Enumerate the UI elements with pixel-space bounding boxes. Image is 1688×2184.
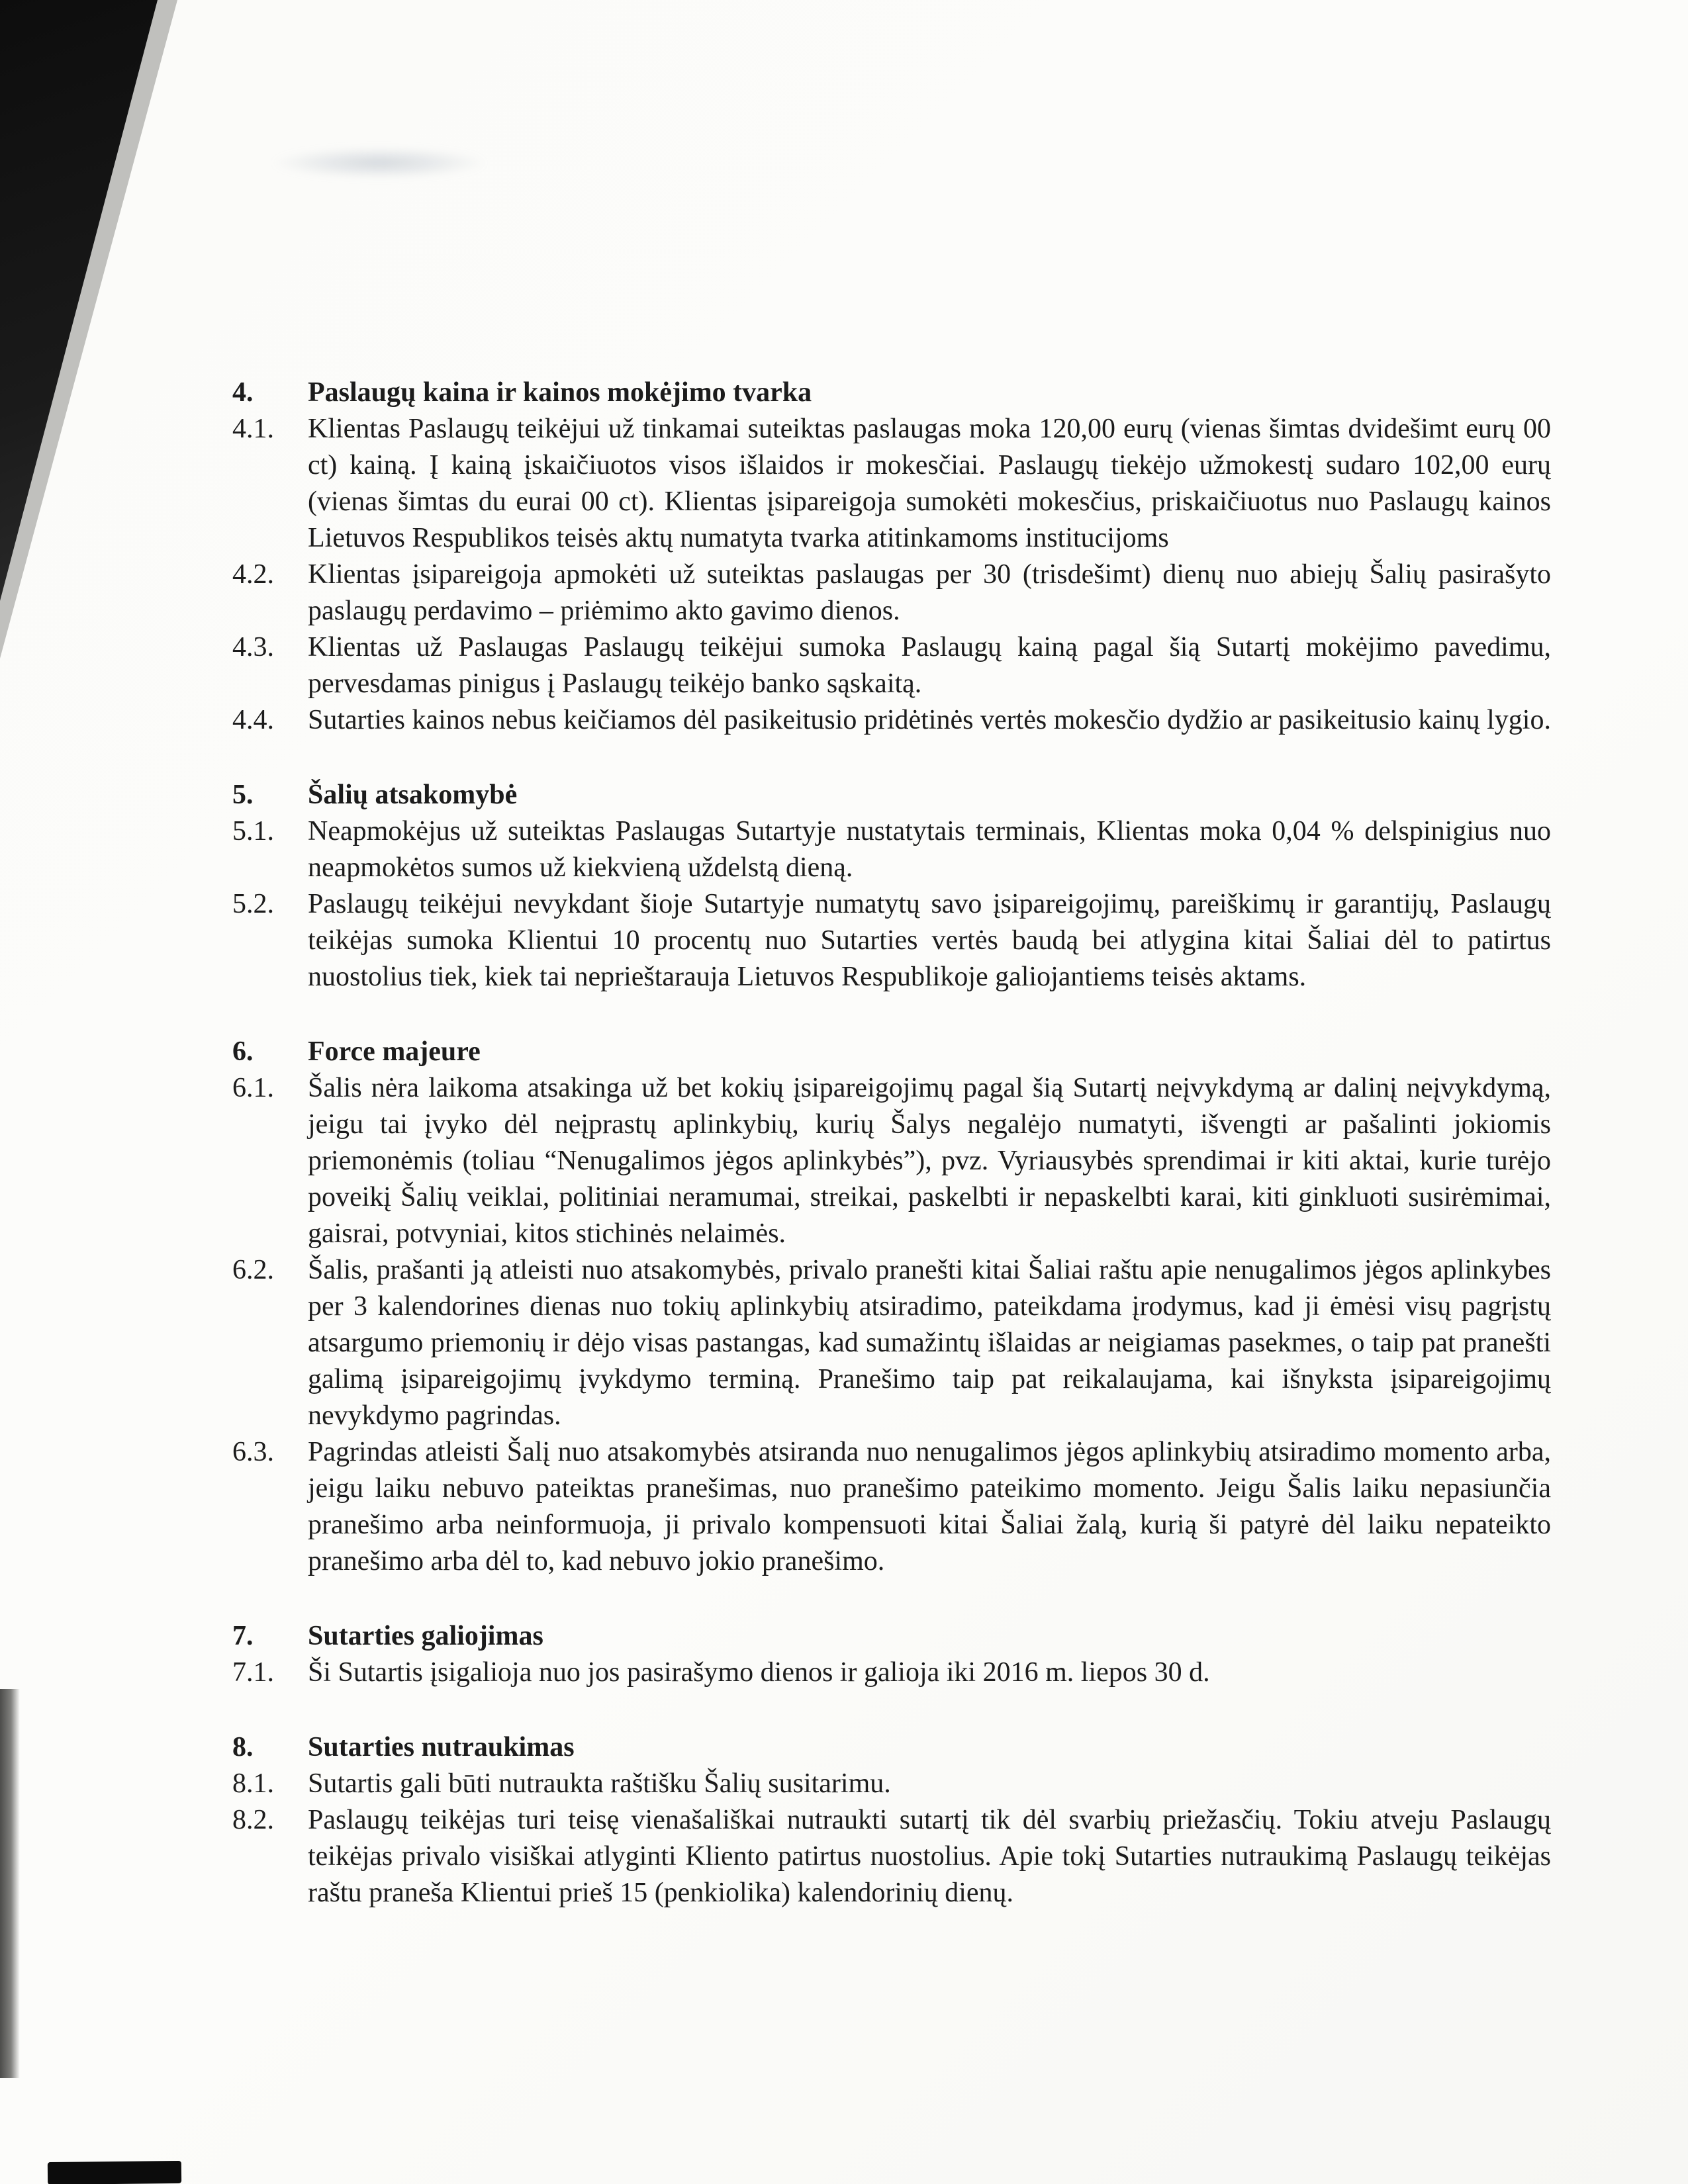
clause-number: 4.1. (232, 414, 274, 444)
section-7-heading (232, 1618, 1551, 1655)
clause-text: Pagrindas atleisti Šalį nuo atsakomybės atsiranda nuo nenugalimos jėgos aplinkybių atsiradimo momento arba, jeigu laiku nebuvo pateiktas pranešimas, nuo pranešimo pateikimo momento. Jeigu Šalis laiku nepasiunčia pranešimo arba neinformuoja, ji privalo kompensuoti kitai Šaliai žalą, kurią ši patyrė dėl laiku nepateikto pranešimo arba dėl to, kad nebuvo jokio pranešimo. (308, 1437, 1551, 1576)
clause-text: Klientas įsipareigoja apmokėti už suteiktas paslaugas per 30 (trisdešimt) dienų nuo abiejų Šalių pasirašyto paslaugų perdavimo – priėmimo akto gavimo dienos. (308, 559, 1551, 626)
clause-text: Ši Sutartis įsigalioja nuo jos pasirašymo dienos ir galioja iki 2016 m. liepos 30 d. (308, 1657, 1210, 1688)
section-5-heading (232, 777, 1551, 813)
clause-text: Šalis nėra laikoma atsakinga už bet kokių įsipareigojimų pagal šią Sutartį neįvykdymą ar dalinį neįvykdymą, jeigu tai įvyko dėl neįprastų aplinkybių, kurių Šalys negalėjo numatyti, išvengti ar pašalinti jokiomis priemonėmis (toliau “Nenugalimos jėgos aplinkybės”), pvz. Vyriausybės sprendimai ir kiti aktai, kurie turėjo poveikį Šalių veiklai, politiniai neramumai, streikai, paskelbti ir nepaskelbti karai, kiti ginkluoti susirėmimai, gaisrai, potvyniai, kitos stichinės nelaimės. (308, 1073, 1551, 1249)
clause-6-3 (232, 1434, 1551, 1580)
scan-artifact-left-edge-strip (0, 1689, 20, 2078)
clause-6-2 (232, 1252, 1551, 1434)
section-8-heading (232, 1729, 1551, 1766)
clause-number: 8.2. (232, 1805, 274, 1835)
clause-number: 6.1. (232, 1073, 274, 1103)
clause-4-4 (232, 702, 1551, 739)
section-4-heading (232, 375, 1551, 411)
section-title: Paslaugų kaina ir kainos mokėjimo tvarka (308, 377, 812, 408)
clause-text: Klientas už Paslaugas Paslaugų teikėjui sumoka Paslaugų kainą pagal šią Sutartį mokėjimo pavedimu, pervesdamas pinigus į Paslaugų teikėjo banko sąskaitą. (308, 632, 1551, 699)
clause-text: Paslaugų teikėjui nevykdant šioje Sutartyje numatytų savo įsipareigojimų, pareiškimų ir garantijų, Paslaugų teikėjas sumoka Klientui 10 procentų nuo Sutarties vertės baudą bei atlygina kitai Šaliai dėl to patirtus nuostolius tiek, kiek tai neprieštarauja Lietuvos Respublikoje galiojantiems teisės aktams. (308, 889, 1551, 992)
clause-number: 8.1. (232, 1768, 274, 1799)
section-5 (232, 777, 1551, 995)
section-7 (232, 1618, 1551, 1691)
clause-number: 4.2. (232, 559, 274, 590)
clause-number: 5.1. (232, 816, 274, 846)
section-6 (232, 1034, 1551, 1580)
section-number: 7. (232, 1621, 254, 1651)
section-number: 8. (232, 1732, 254, 1762)
clause-8-2 (232, 1802, 1551, 1911)
clause-text: Šalis, prašanti ją atleisti nuo atsakomybės, privalo pranešti kitai Šaliai raštu apie nenugalimos jėgos aplinkybes per 3 kalendorines dienas nuo tokių aplinkybių atsiradimo, pateikdama įrodymus, kad ji ėmėsi visų pagrįstų atsargumo priemonių ir dėjo visas pastangas, kad sumažintų išlaidas ar neigiamas pasekmes, o taip pat pranešti galimą įsipareigojimų įvykdymo terminą. Pranešimo taip pat reikalaujama, kai išnyksta įsipareigojimų nevykdymo pagrindas. (308, 1255, 1551, 1431)
clause-text: Sutarties kainos nebus keičiamos dėl pasikeitusio pridėtinės vertės mokesčio dydžio ar pasikeitusio kainų lygio. (308, 705, 1551, 735)
clause-7-1 (232, 1655, 1551, 1691)
section-8 (232, 1729, 1551, 1911)
clause-text: Paslaugų teikėjas turi teisę vienašališkai nutraukti sutartį tik dėl svarbių priežasčių. Tokiu atveju Paslaugų teikėjas privalo visiškai atlyginti Kliento patirtus nuostolius. Apie tokį Sutarties nutraukimą Paslaugų teikėjas raštu praneša Klientui prieš 15 (penkiolika) kalendorinių dienų. (308, 1805, 1551, 1908)
clause-4-1 (232, 411, 1551, 557)
contract-body (232, 375, 1551, 1911)
section-number: 5. (232, 780, 254, 810)
scan-artifact-smudge (270, 147, 489, 179)
clause-number: 7.1. (232, 1657, 274, 1688)
clause-number: 4.3. (232, 632, 274, 662)
clause-text: Neapmokėjus už suteiktas Paslaugas Sutartyje nustatytais terminais, Klientas moka 0,04 % delspinigius nuo neapmokėtos sumos už kiekvieną uždelstą dieną. (308, 816, 1551, 883)
clause-number: 5.2. (232, 889, 274, 919)
scan-artifact-bottom-left-bar (48, 2161, 181, 2184)
clause-number: 6.2. (232, 1255, 274, 1285)
clause-6-1 (232, 1070, 1551, 1252)
clause-5-1 (232, 813, 1551, 886)
clause-4-3 (232, 629, 1551, 702)
clause-number: 4.4. (232, 705, 274, 735)
clause-5-2 (232, 886, 1551, 995)
section-4 (232, 375, 1551, 739)
section-number: 4. (232, 377, 254, 408)
section-number: 6. (232, 1036, 254, 1067)
clause-text: Sutartis gali būti nutraukta raštišku Šalių susitarimu. (308, 1768, 891, 1799)
clause-number: 6.3. (232, 1437, 274, 1467)
section-title: Sutarties nutraukimas (308, 1732, 575, 1762)
section-title: Šalių atsakomybė (308, 780, 518, 810)
clause-4-2 (232, 557, 1551, 629)
section-title: Force majeure (308, 1036, 481, 1067)
clause-text: Klientas Paslaugų teikėjui už tinkamai suteiktas paslaugas moka 120,00 eurų (vienas šimtas dvidešimt eurų 00 ct) kainą. Į kainą įskaičiuotos visos išlaidos ir mokesčiai. Paslaugų tiekėjo užmokestį sudaro 102,00 eurų (vienas šimtas du eurai 00 ct). Klientas įsipareigoja sumokėti mokesčius, priskaičiuotus nuo Paslaugų kainos Lietuvos Respublikos teisės aktų numatyta tvarka atitinkamoms institucijoms (308, 414, 1551, 553)
section-title: Sutarties galiojimas (308, 1621, 543, 1651)
section-6-heading (232, 1034, 1551, 1070)
clause-8-1 (232, 1766, 1551, 1802)
